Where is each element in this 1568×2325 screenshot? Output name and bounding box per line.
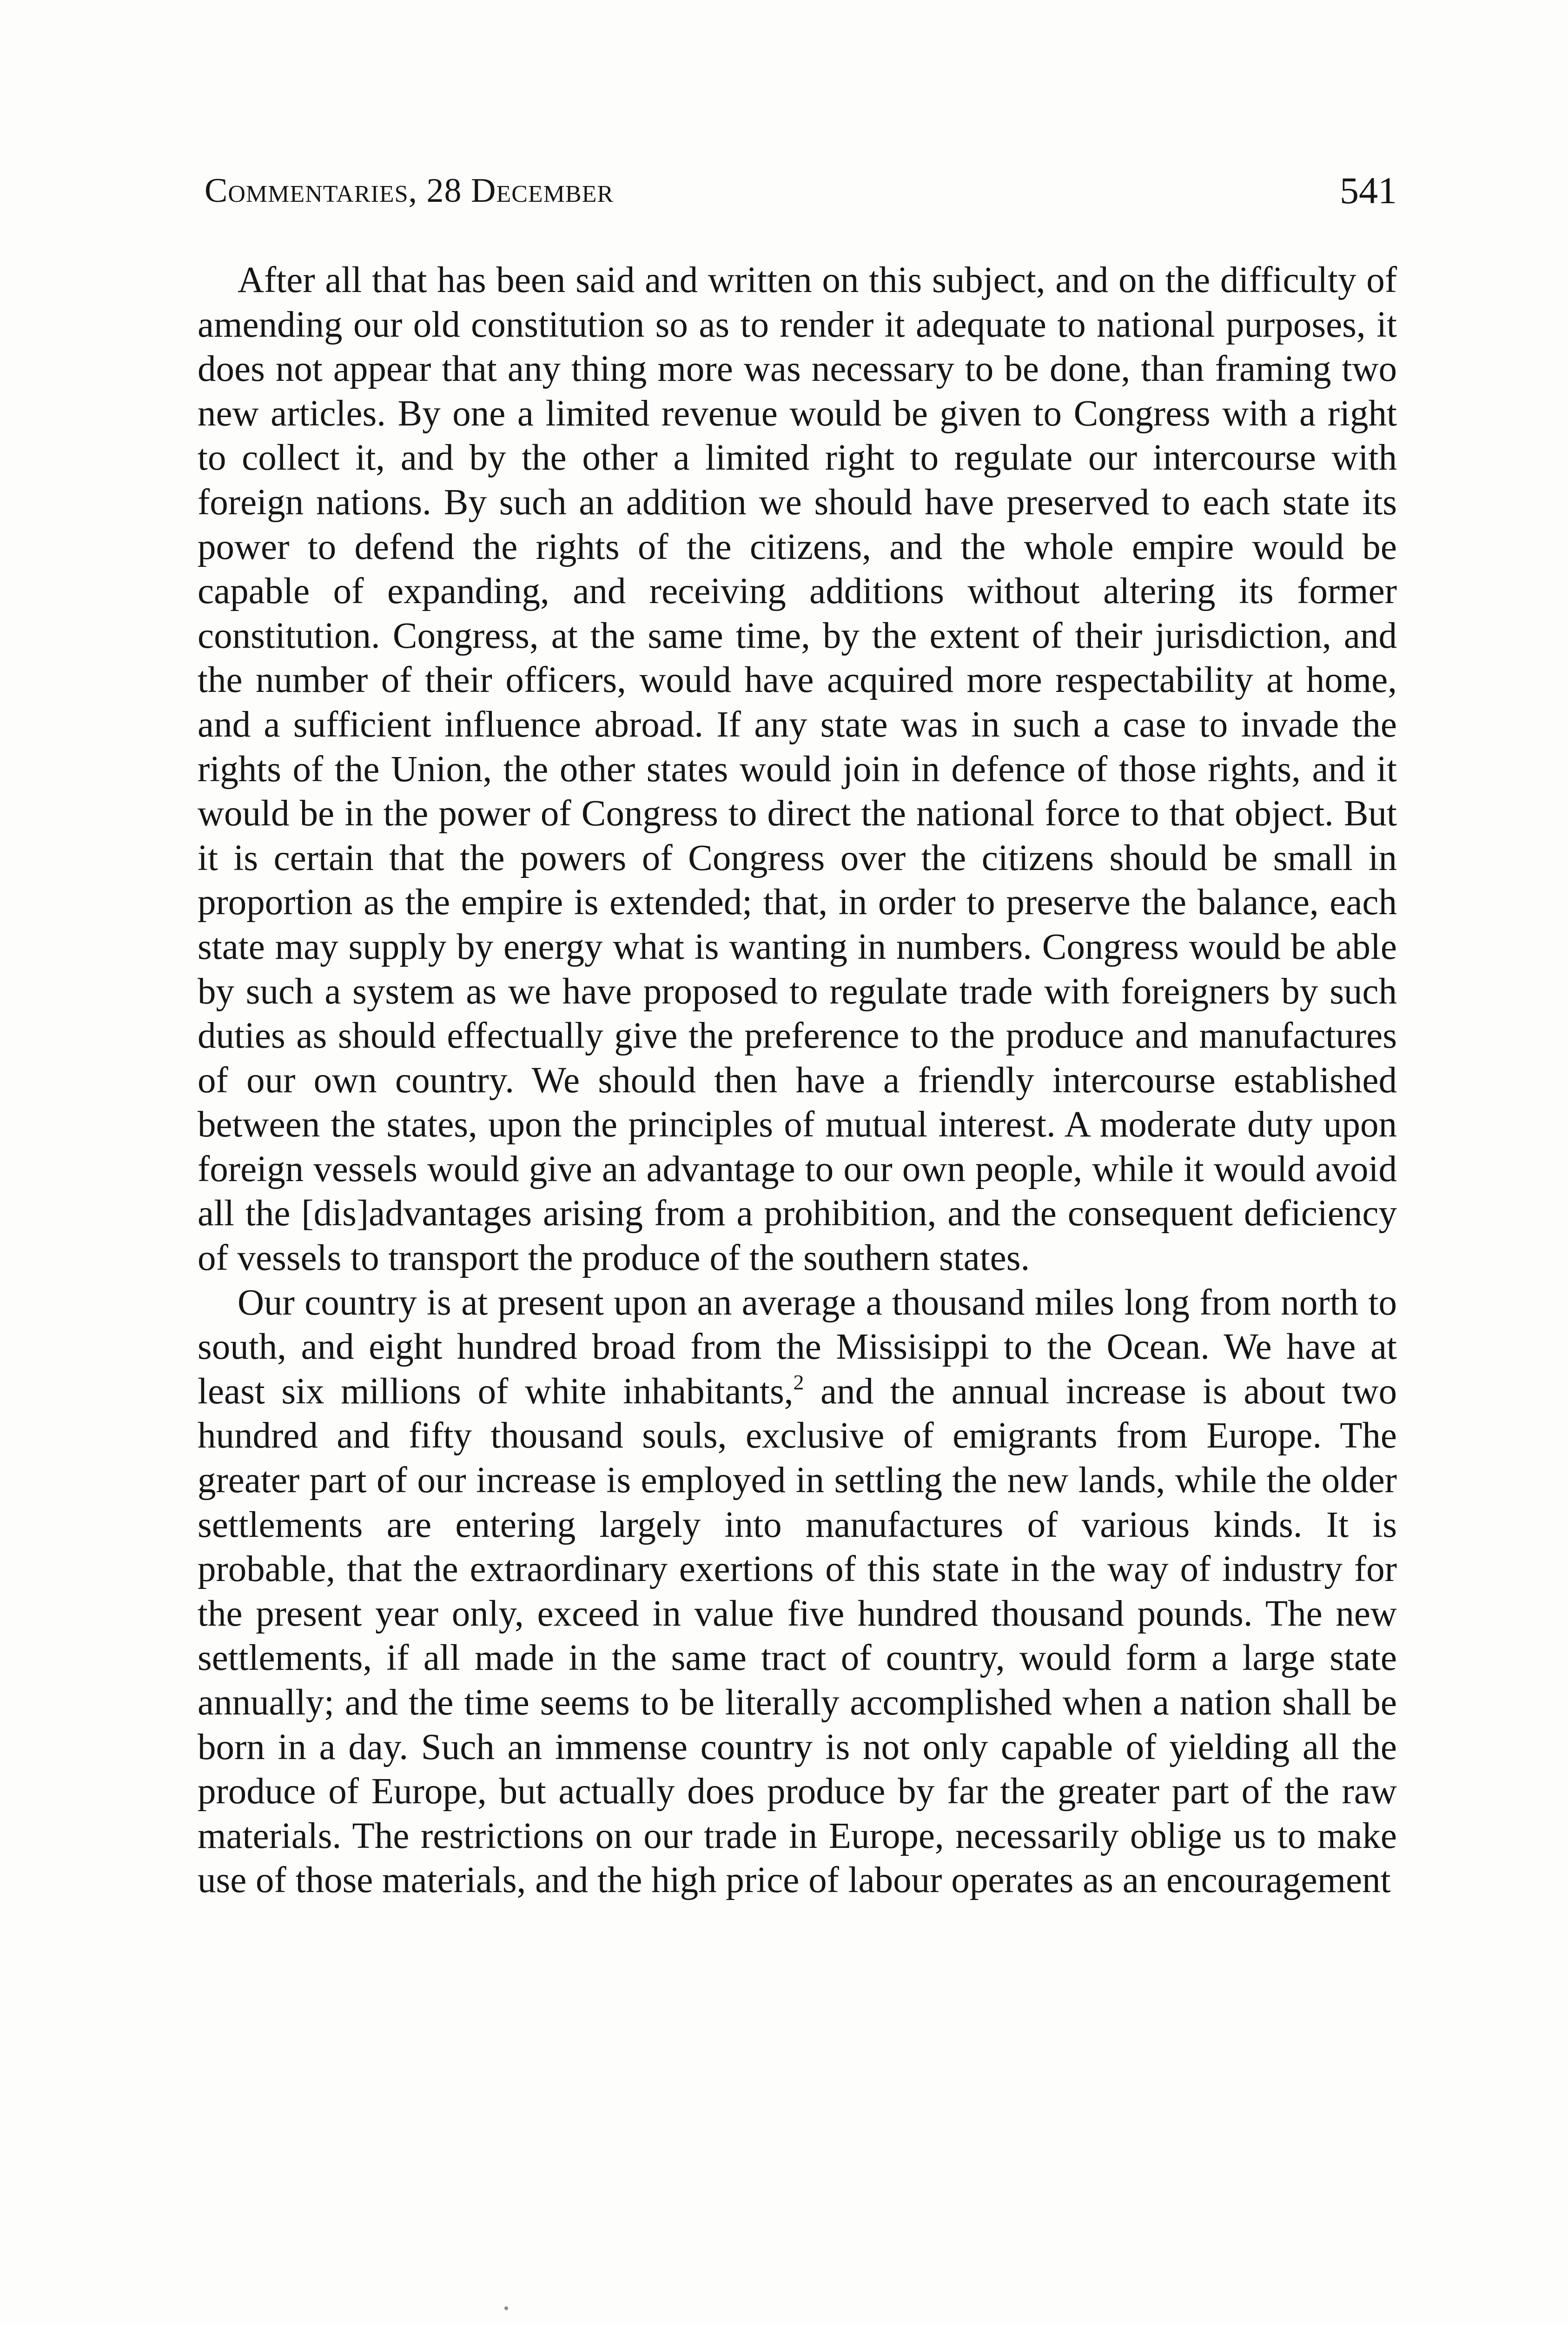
paragraph-2-text-end: and the annual increase is about two hundred and fifty thousand souls, exclusive of emigrants from Europe. The greater part of our increase is employed in settling the new lands, while the older settlements are entering largely into manufactures of various kinds. It is probable, that the extraordinary exertions of this state in the way of industry for the present year only, exceed in value five hundred thousand pounds. The new settlements, if all made in the same tract of country, would form a large state annually; and the time seems to be literally accomplished when a nation shall be born in a day. Such an immense country is not only capable of yielding all the produce of Europe, but actually does produce by far the greater part of the raw materials. The restrictions on our trade in Europe, necessarily oblige us to make use of those materials, and the high price of labour operates as an encouragement <box>198 1371 1397 1901</box>
paragraph-2 <box>198 1281 1397 1903</box>
running-head-date: , 28 <box>408 172 471 210</box>
body-text <box>198 258 1397 1903</box>
paragraph-1: After all that has been said and written on this subject, and on the difficulty of amending our old constitution so as to render it adequate to national purposes, it does not appear that any thing more was necessary to be done, than framing two new articles. By one a limited revenue would be given to Congress with a right to collect it, and by the other a limited right to regulate our intercourse with foreign nations. By such an addition we should have preserved to each state its power to defend the rights of the citizens, and the whole empire would be capable of expanding, and receiving additions without altering its former constitution. Congress, at the same time, by the extent of their jurisdiction, and the number of their officers, would have acquired more respectability at home, and a sufficient influence abroad. If any state was in such a case to invade the rights of the Union, the other states would join in defence of those rights, and it would be in the power of Congress to direct the national force to that object. But it is certain that the powers of Congress over the citizens should be small in proportion as the empire is extended; that, in order to preserve the balance, each state may supply by energy what is wanting in numbers. Congress would be able by such a system as we have proposed to regulate trade with foreigners by such duties as should effectually give the preference to the produce and manufactures of our own country. We should then have a friendly intercourse established between the states, upon the principles of mutual interest. A moderate duty upon foreign vessels would give an advantage to our own people, while it would avoid all the [dis]advantages arising from a prohibition, and the consequent deficiency of vessels to transport the produce of the southern states. <box>198 260 1397 1279</box>
running-head-section: Commentaries <box>205 172 409 210</box>
footnote-reference: 2 <box>793 1370 804 1394</box>
running-head-month: December <box>471 172 614 210</box>
running-head <box>205 167 614 214</box>
paragraph-2-text-start: Our country is at present upon an average a thousand miles long from north to south, and eight hundred broad from the Missisippi to the Ocean. We have at least six millions of white inhabitants, <box>198 1282 1397 1412</box>
page-header <box>205 167 1397 223</box>
page-number: 541 <box>1340 169 1397 212</box>
stray-ink-dot <box>504 2306 508 2310</box>
